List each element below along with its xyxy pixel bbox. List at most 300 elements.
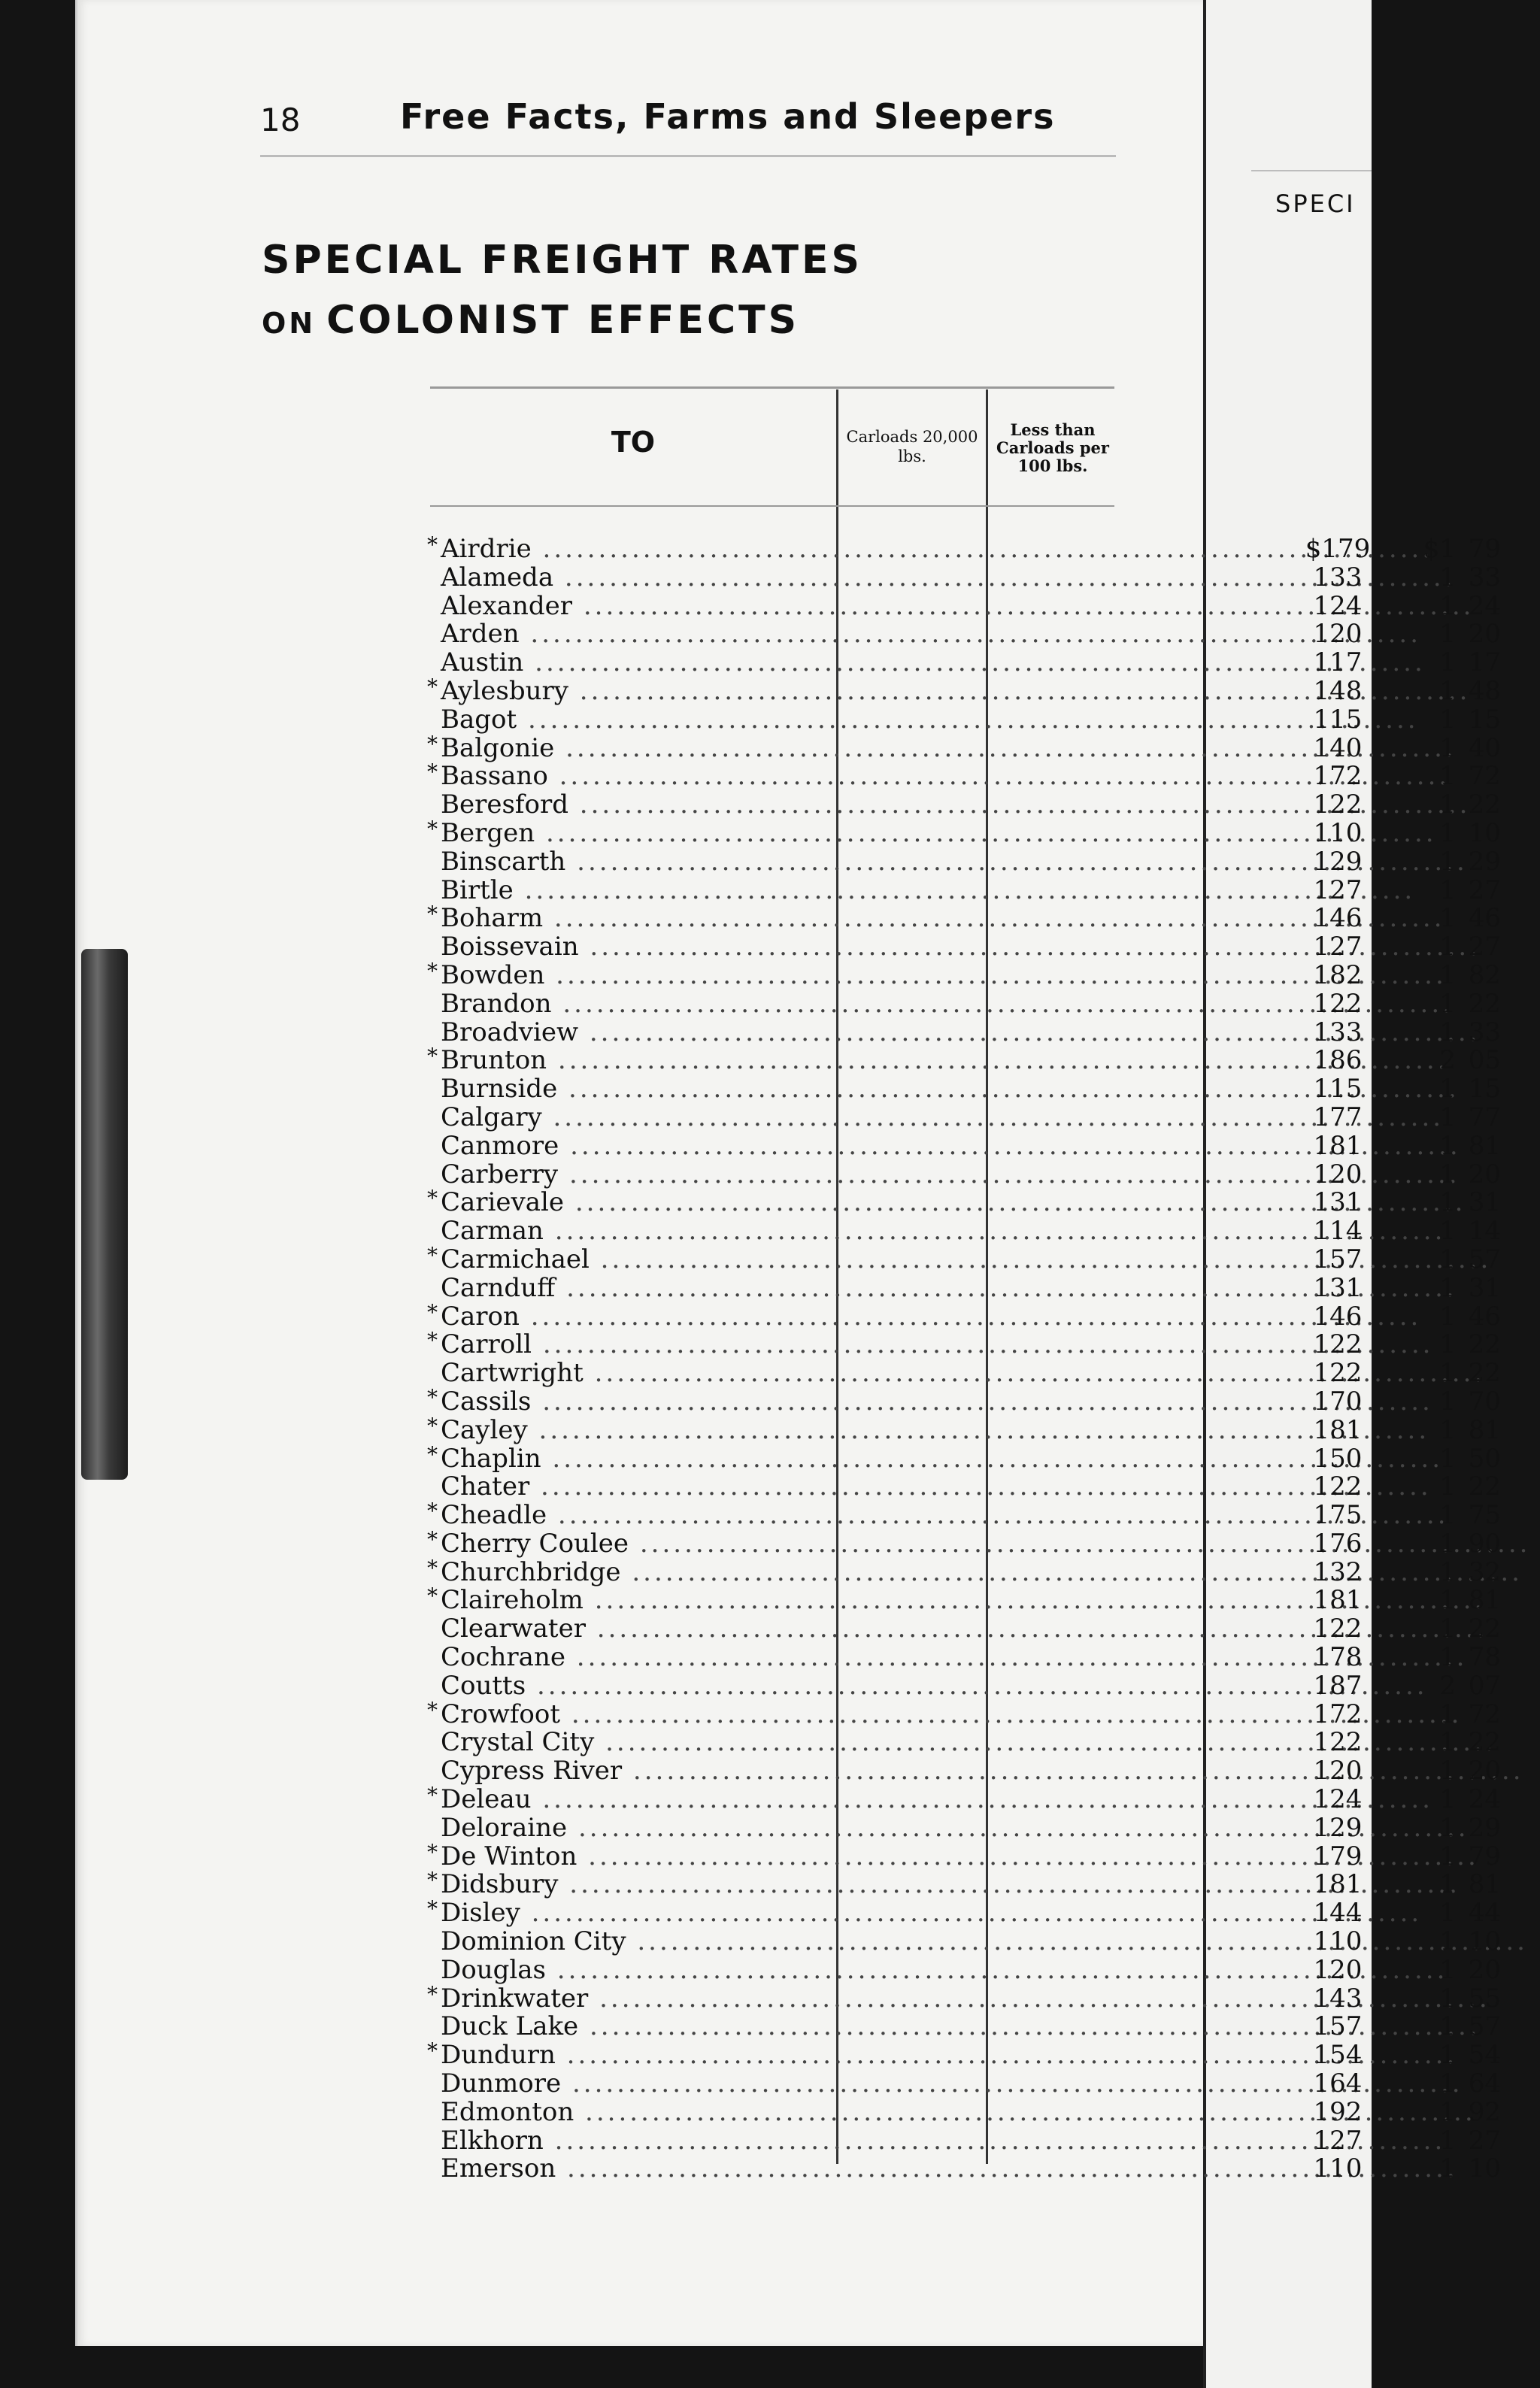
less-rate-cents: 33: [1468, 562, 1501, 592]
less-rate-dollars: 1: [1439, 1500, 1456, 1531]
less-rate-cents: 07: [1468, 1670, 1501, 1701]
less-than-carload-rate: [1417, 1928, 1540, 1956]
less-than-carload-rate: [1417, 592, 1540, 621]
less-rate-cents: 79: [1468, 1841, 1501, 1871]
station-name: Edmonton .....: [441, 2099, 832, 2127]
row-asterisk: *: [427, 2038, 438, 2064]
row-asterisk: *: [427, 1242, 438, 1268]
page-title-line-1: SPECIAL FREIGHT RATES: [262, 238, 862, 283]
less-rate-cents: 78: [1468, 1642, 1501, 1673]
table-row: [426, 647, 1501, 678]
less-rate-dollars: 1: [1439, 1528, 1456, 1559]
carload-rate: 127: [1313, 932, 1363, 962]
less-rate-cents: 24: [1468, 590, 1501, 621]
station-name: Cayley .....: [441, 1417, 832, 1445]
less-rate-dollars: 1: [1439, 988, 1456, 1019]
less-rate-cents: 20: [1468, 619, 1501, 650]
station-name: Coutts .....: [441, 1672, 832, 1701]
less-rate-dollars: 1: [1439, 1272, 1456, 1303]
less-than-carload-rate: [1417, 1672, 1540, 1701]
less-rate-cents: 70: [1468, 1386, 1501, 1417]
table-row: [426, 532, 1501, 564]
less-than-carload-rate: [1417, 1843, 1540, 1871]
table-row: [426, 958, 1501, 990]
less-rate-dollars: 1: [1439, 1585, 1456, 1616]
carload-rate: 131: [1313, 1272, 1363, 1303]
less-rate-dollars: 1: [1439, 1954, 1456, 1985]
less-rate-cents: 24: [1468, 1784, 1501, 1815]
less-rate-cents: 54: [1468, 2040, 1501, 2071]
less-rate-cents: 31: [1468, 1272, 1501, 1303]
less-rate-cents: 22: [1468, 789, 1501, 820]
less-than-carload-rate: [1417, 649, 1540, 677]
carload-rate: 117: [1313, 647, 1363, 678]
carload-rate: 120: [1313, 1954, 1363, 1985]
station-name: Didsbury .....: [441, 1871, 832, 1899]
station-name: Airdrie .....: [441, 535, 832, 564]
station-name: Carmichael .....: [441, 1246, 832, 1274]
table-row: [426, 731, 1501, 763]
less-than-carload-rate: [1417, 1414, 1540, 1445]
less-rate-dollars: 1: [1439, 1074, 1456, 1105]
less-rate-cents: 10: [1468, 1926, 1501, 1957]
less-than-carload-rate: [1417, 959, 1540, 990]
less-than-carload-rate: [1417, 933, 1540, 962]
column-header-to: TO: [611, 426, 656, 459]
station-name: Cochrane .....: [441, 1644, 832, 1672]
row-asterisk: *: [427, 1299, 438, 1325]
less-than-carload-rate: [1417, 1729, 1540, 1757]
less-rate-cents: 33: [1468, 1017, 1501, 1047]
less-than-carload-rate: [1417, 564, 1540, 592]
table-row: [426, 2011, 1501, 2042]
table-row: [426, 2125, 1501, 2156]
less-rate-dollars: 1: [1439, 789, 1456, 820]
less-than-carload-rate: [1417, 620, 1540, 649]
less-rate-dollars: 1: [1439, 1614, 1456, 1644]
less-rate-dollars: 1: [1439, 2011, 1456, 2042]
less-rate-cents: 22: [1468, 1471, 1501, 1502]
table-row: [426, 590, 1501, 621]
facing-page-heading: SPECI: [1275, 189, 1356, 218]
less-than-carload-rate: [1417, 848, 1540, 877]
less-rate-dollars: 1: [1439, 932, 1456, 962]
less-rate-cents: 22: [1468, 1727, 1501, 1758]
carload-rate: 178: [1313, 1642, 1363, 1673]
less-rate-dollars: 1: [1439, 1386, 1456, 1417]
less-rate-cents: 75: [1468, 1500, 1501, 1531]
less-than-carload-rate: [1417, 2155, 1540, 2183]
table-row: [426, 1413, 1501, 1445]
less-rate-dollars: 1: [1439, 1727, 1456, 1758]
carload-rate: $179: [1305, 534, 1371, 564]
carload-rate: 124: [1313, 1784, 1363, 1815]
row-asterisk: *: [427, 1186, 438, 1211]
less-than-carload-rate: [1417, 1161, 1540, 1189]
table-row: [426, 1583, 1501, 1616]
less-rate-dollars: 1: [1439, 1301, 1456, 1332]
carload-rate: 120: [1313, 1756, 1363, 1786]
column-header-less-than-carloads: Less than Carloads per 100 lbs.: [996, 420, 1109, 475]
less-than-carload-rate: [1417, 1303, 1540, 1332]
less-rate-dollars: 1: [1439, 2125, 1456, 2156]
less-rate-cents: 81: [1468, 1414, 1501, 1445]
less-than-carload-rate: [1417, 1047, 1540, 1075]
table-row: [426, 1299, 1501, 1332]
table-row: [426, 1471, 1501, 1502]
carload-rate: 122: [1313, 1329, 1363, 1360]
table-row: [426, 1642, 1501, 1673]
row-asterisk: *: [427, 1981, 438, 2007]
less-rate-cents: 22: [1468, 1614, 1501, 1644]
station-name: Bassano .....: [441, 762, 832, 791]
carload-rate: 175: [1313, 1500, 1363, 1531]
less-than-carload-rate: [1417, 1644, 1540, 1672]
table-row: [426, 1130, 1501, 1161]
carload-rate: 122: [1313, 789, 1363, 820]
less-than-carload-rate: [1417, 1473, 1540, 1502]
station-name: Brunton .....: [441, 1047, 832, 1075]
table-row: [426, 1358, 1501, 1389]
table-row: [426, 1272, 1501, 1303]
carload-rate: 133: [1313, 1017, 1363, 1047]
carload-rate: 146: [1313, 1301, 1363, 1332]
station-name: Balgonie .....: [441, 735, 832, 763]
less-rate-dollars: 1: [1439, 903, 1456, 934]
less-rate-dollars: 1: [1439, 2096, 1456, 2127]
table-row: [426, 846, 1501, 877]
table-row: [426, 1242, 1501, 1274]
carload-rate: 157: [1313, 2011, 1363, 2042]
less-rate-dollars: 1: [1439, 1699, 1456, 1729]
carload-rate: 150: [1313, 1443, 1363, 1474]
carload-rate: 181: [1313, 1130, 1363, 1161]
less-rate-cents: 44: [1468, 1898, 1501, 1929]
table-row: [426, 1670, 1501, 1701]
less-than-carload-rate: [1417, 990, 1540, 1019]
less-than-carload-rate: [1417, 1814, 1540, 1843]
less-than-carload-rate: [1417, 1019, 1540, 1047]
station-name: Chater .....: [441, 1473, 832, 1502]
less-rate-cents: 10: [1468, 2153, 1501, 2184]
less-rate-cents: 05: [1468, 1045, 1501, 1076]
station-name: Alexander .....: [441, 592, 832, 621]
less-rate-dollars: 1: [1439, 1983, 1456, 2014]
table-row: [426, 1499, 1501, 1531]
less-rate-cents: 92: [1468, 2096, 1501, 2127]
less-than-carload-rate: [1417, 1871, 1540, 1899]
table-row: [426, 988, 1501, 1019]
less-rate-dollars: 1: [1439, 1130, 1456, 1161]
less-than-carload-rate: [1417, 1786, 1540, 1814]
carload-rate: 172: [1313, 761, 1363, 792]
station-name: Drinkwater .....: [441, 1985, 832, 2014]
less-than-carload-rate: [1417, 817, 1540, 848]
carload-rate: 132: [1313, 1556, 1363, 1587]
carload-rate: 129: [1313, 1812, 1363, 1843]
less-rate-cents: 55: [1468, 1983, 1501, 2014]
table-row: [426, 704, 1501, 735]
table-row: [426, 1555, 1501, 1587]
station-name: Disley .....: [441, 1899, 832, 1928]
table-row: [426, 1216, 1501, 1247]
station-name: Carroll .....: [441, 1331, 832, 1359]
station-name: Claireholm .....: [441, 1586, 832, 1615]
row-asterisk: *: [427, 1697, 438, 1723]
page-title-line-2: [262, 298, 799, 343]
row-asterisk: *: [427, 731, 438, 756]
less-rate-dollars: 1: [1439, 817, 1456, 848]
carload-rate: 164: [1313, 2068, 1363, 2099]
table-row: [426, 1017, 1501, 1047]
less-rate-dollars: 2: [1439, 1670, 1456, 1701]
less-than-carload-rate: [1417, 762, 1540, 791]
carload-rate: 172: [1313, 1699, 1363, 1729]
less-than-carload-rate: [1417, 1104, 1540, 1132]
less-rate-dollars: 1: [1439, 1898, 1456, 1929]
less-rate-dollars: 1: [1439, 732, 1456, 763]
station-name: Cartwright .....: [441, 1359, 832, 1388]
carload-rate: 110: [1313, 2153, 1363, 2184]
less-rate-dollars: 1: [1439, 1812, 1456, 1843]
table-row: [426, 932, 1501, 962]
less-rate-dollars: 1: [1439, 1642, 1456, 1673]
table-row: [426, 1044, 1501, 1076]
less-rate-cents: 22: [1468, 1329, 1501, 1360]
title-small-word: ON: [262, 307, 317, 340]
carload-rate: 120: [1313, 1159, 1363, 1189]
less-rate-dollars: 1: [1439, 1358, 1456, 1389]
less-than-carload-rate: [1417, 1956, 1540, 1985]
carload-rate: 182: [1313, 959, 1363, 990]
less-rate-cents: 15: [1468, 1074, 1501, 1105]
less-rate-cents: 22: [1468, 988, 1501, 1019]
carload-rate: 181: [1313, 1414, 1363, 1445]
less-rate-cents: 15: [1468, 704, 1501, 735]
table-row: [426, 1102, 1501, 1132]
less-rate-cents: 48: [1468, 675, 1501, 706]
station-name: Burnside .....: [441, 1075, 832, 1104]
station-name: De Winton .....: [441, 1843, 832, 1871]
carload-rate: 131: [1313, 1187, 1363, 1218]
less-rate-cents: 46: [1468, 903, 1501, 934]
less-rate-dollars: 1: [1439, 761, 1456, 792]
less-rate-cents: 20: [1468, 1756, 1501, 1786]
less-than-carload-rate: [1417, 1189, 1540, 1217]
row-asterisk: *: [427, 759, 438, 785]
less-rate-dollars: 1: [1439, 1159, 1456, 1189]
row-asterisk: *: [427, 1413, 438, 1438]
less-rate-cents: 20: [1468, 1954, 1501, 1985]
carload-rate: 144: [1313, 1898, 1363, 1929]
less-than-carload-rate: [1417, 1274, 1540, 1303]
page-number: 18: [260, 102, 301, 138]
less-rate-cents: 79: [1468, 534, 1501, 564]
table-row: [426, 1896, 1501, 1929]
station-name: Emerson .....: [441, 2155, 832, 2183]
less-than-carload-rate: [1417, 1388, 1540, 1417]
less-rate-dollars: 1: [1439, 846, 1456, 877]
less-than-carload-rate: [1417, 1757, 1540, 1786]
less-than-carload-rate: [1417, 1331, 1540, 1359]
carload-rate: 115: [1313, 1074, 1363, 1105]
less-than-carload-rate: [1417, 2070, 1540, 2099]
less-rate-cents: 32: [1468, 1556, 1501, 1587]
carload-rate: 186: [1313, 1045, 1363, 1076]
less-rate-cents: 27: [1468, 932, 1501, 962]
header-under-rule: [430, 505, 1114, 507]
less-rate-cents: 72: [1468, 1699, 1501, 1729]
carload-rate: 179: [1313, 1841, 1363, 1871]
carload-rate: 122: [1313, 1358, 1363, 1389]
less-than-carload-rate: [1417, 1132, 1540, 1161]
less-rate-dollars: 1: [1439, 2153, 1456, 2184]
less-rate-cents: 17: [1468, 647, 1501, 678]
table-row: [426, 1868, 1501, 1900]
less-than-carload-rate: [1417, 1359, 1540, 1388]
less-rate-cents: 81: [1468, 1130, 1501, 1161]
station-name: Carberry .....: [441, 1161, 832, 1189]
less-rate-cents: 72: [1468, 761, 1501, 792]
station-name: Birtle .....: [441, 877, 832, 905]
carload-rate: 127: [1313, 874, 1363, 905]
table-row: [426, 759, 1501, 792]
less-rate-dollars: 1: [1439, 1102, 1456, 1132]
less-rate-cents: 29: [1468, 846, 1501, 877]
station-name: Arden .....: [441, 620, 832, 649]
row-asterisk: *: [427, 1896, 438, 1922]
table-row: [426, 619, 1501, 650]
carload-rate: 148: [1313, 675, 1363, 706]
less-rate-cents: 14: [1468, 1216, 1501, 1247]
row-asterisk: *: [427, 902, 438, 927]
station-name: Carman .....: [441, 1217, 832, 1246]
running-head: Free Facts, Farms and Sleepers: [400, 96, 1056, 137]
station-name: Cassils .....: [441, 1388, 832, 1417]
row-asterisk: *: [427, 1583, 438, 1609]
carload-rate: 181: [1313, 1869, 1363, 1900]
station-name: Carnduff .....: [441, 1274, 832, 1303]
less-rate-dollars: $1: [1423, 534, 1456, 564]
table-row: [426, 2068, 1501, 2099]
carload-rate: 122: [1313, 1727, 1363, 1758]
less-rate-cents: 90: [1468, 1528, 1501, 1559]
row-asterisk: *: [427, 1044, 438, 1069]
less-rate-dollars: 1: [1439, 2068, 1456, 2099]
less-rate-dollars: 1: [1439, 959, 1456, 990]
row-asterisk: *: [427, 1499, 438, 1524]
less-than-carload-rate: [1417, 706, 1540, 735]
carload-rate: 177: [1313, 1102, 1363, 1132]
carload-rate: 187: [1313, 1670, 1363, 1701]
row-asterisk: *: [427, 1868, 438, 1893]
table-row: [426, 1926, 1501, 1957]
less-than-carload-rate: [1417, 791, 1540, 820]
carload-rate: 133: [1313, 562, 1363, 592]
carload-rate: 110: [1313, 817, 1363, 848]
table-row: [426, 816, 1501, 848]
less-rate-cents: 77: [1468, 1102, 1501, 1132]
less-rate-dollars: 1: [1439, 1187, 1456, 1218]
table-row: [426, 562, 1501, 592]
station-name: Carievale .....: [441, 1189, 832, 1217]
title-main-words: COLONIST EFFECTS: [326, 298, 800, 343]
table-row: [426, 1839, 1501, 1871]
carload-rate: 143: [1313, 1983, 1363, 2014]
station-name: Aylesbury .....: [441, 677, 832, 706]
table-row: [426, 1384, 1501, 1417]
station-name: Canmore .....: [441, 1132, 832, 1161]
less-rate-cents: 31: [1468, 1187, 1501, 1218]
less-rate-dollars: 1: [1439, 1443, 1456, 1474]
less-rate-dollars: 1: [1439, 1869, 1456, 1900]
carload-rate: 127: [1313, 2125, 1363, 2156]
table-row: [426, 902, 1501, 934]
less-rate-cents: 10: [1468, 817, 1501, 848]
station-name: Cheadle .....: [441, 1502, 832, 1530]
row-asterisk: *: [427, 816, 438, 841]
less-than-carload-rate: [1417, 905, 1540, 933]
row-asterisk: *: [427, 674, 438, 699]
less-rate-dollars: 1: [1439, 1841, 1456, 1871]
carload-rate: 115: [1313, 704, 1363, 735]
less-rate-dollars: 1: [1439, 1244, 1456, 1274]
row-asterisk: *: [427, 1526, 438, 1552]
less-rate-cents: 40: [1468, 732, 1501, 763]
less-than-carload-rate: [1417, 1701, 1540, 1729]
table-row: [426, 1328, 1501, 1360]
station-name: Bowden .....: [441, 962, 832, 990]
carload-rate: 157: [1313, 1244, 1363, 1274]
station-name: Dundurn .....: [441, 2041, 832, 2070]
station-name: Calgary .....: [441, 1104, 832, 1132]
station-name: Duck Lake .....: [441, 2013, 832, 2041]
carload-rate: 124: [1313, 590, 1363, 621]
station-name: Alameda .....: [441, 564, 832, 592]
station-name: Cypress River .....: [441, 1757, 832, 1786]
station-name: Elkhorn .....: [441, 2127, 832, 2156]
station-name: Crystal City .....: [441, 1729, 832, 1757]
less-than-carload-rate: [1417, 732, 1540, 763]
less-rate-dollars: 1: [1439, 1784, 1456, 1815]
carload-rate: 192: [1313, 2096, 1363, 2127]
less-than-carload-rate: [1417, 1445, 1540, 1474]
station-name: Dunmore .....: [441, 2070, 832, 2099]
less-than-carload-rate: [1417, 1899, 1540, 1928]
table-row: [426, 1697, 1501, 1729]
less-than-carload-rate: [1417, 1246, 1540, 1274]
station-name: Beresford .....: [441, 791, 832, 820]
table-row: [426, 1954, 1501, 1985]
carload-rate: 122: [1313, 1614, 1363, 1644]
less-than-carload-rate: [1417, 1556, 1540, 1587]
header-rule: [260, 155, 1116, 157]
station-name: Austin .....: [441, 649, 832, 677]
row-asterisk: *: [427, 1839, 438, 1865]
table-row: [426, 1526, 1501, 1559]
table-row: [426, 1441, 1501, 1474]
less-rate-cents: 46: [1468, 1301, 1501, 1332]
less-than-carload-rate: [1417, 535, 1540, 564]
table-row: [426, 874, 1501, 905]
table-row: [426, 1727, 1501, 1758]
carload-rate: 154: [1313, 2040, 1363, 2071]
station-name: Dominion City .....: [441, 1928, 832, 1956]
less-rate-cents: 82: [1468, 959, 1501, 990]
less-rate-dollars: 1: [1439, 704, 1456, 735]
less-than-carload-rate: [1417, 1586, 1540, 1615]
less-rate-dollars: 1: [1439, 874, 1456, 905]
